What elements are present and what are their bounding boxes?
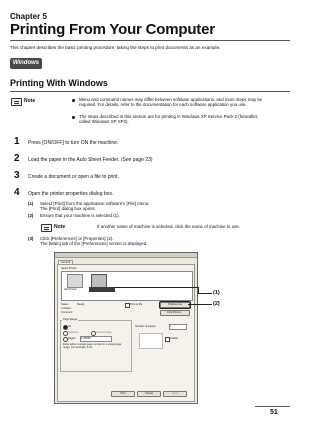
title-divider [10, 40, 290, 41]
step-text: Open the printer properties dialog box. [28, 191, 114, 197]
status-value: Ready [77, 303, 85, 306]
substep-label: (2) [28, 213, 34, 218]
callout-line-1-end [198, 293, 212, 294]
cancel-button[interactable]: Cancel [137, 391, 161, 397]
step-text: Load the paper in the Auto Sheet Feeder. (See page 23) [28, 157, 153, 163]
radio-all-label: All [68, 325, 71, 328]
substep-text: Select [Print] from the application software's [File] menu. [40, 201, 150, 206]
radio-current-page-label: Current Page [96, 331, 112, 334]
note-item: The steps described in this section are for printing in Windows XP Service Pack 2 (hereafter, called Windows XP SP2). [79, 114, 259, 125]
print-to-file-label: Print to file [130, 303, 143, 306]
bullet-icon [72, 116, 75, 119]
step-text: Create a document or open a file to print. [28, 174, 119, 180]
page-range-hint: Enter either a single page number or a single page range. For example, 5-12 [63, 343, 122, 349]
substep-text: The [Main] tab of the [Preferences] screen is displayed. [40, 241, 148, 246]
page-range-label: Page Range [63, 318, 78, 321]
note-label: Note [24, 98, 36, 104]
printer-icon[interactable] [91, 274, 107, 288]
pages-input[interactable]: 1-65535 [80, 336, 112, 342]
step-number: 3 [14, 170, 20, 181]
add-printer-label: Add Printer [64, 288, 77, 291]
status-label: Status: [61, 303, 70, 306]
print-dialog [54, 252, 198, 404]
tab-general[interactable]: General [58, 260, 73, 264]
substep-text: The [Print] dialog box opens. [40, 206, 96, 211]
note-label: Note [54, 224, 66, 230]
copies-label: Number of copies: [135, 325, 157, 328]
step-number: 1 [14, 136, 20, 147]
chapter-label: Chapter 5 [10, 12, 47, 21]
substep-text: Ensure that your machine is selected (1). [40, 213, 120, 218]
step-text: Press [ON/OFF] to turn ON the machine. [28, 140, 119, 146]
find-printer-button[interactable]: Find Printer... [160, 310, 190, 316]
substep-text: Click [Preferences] or [Properties] (2). [40, 236, 114, 241]
step-number: 2 [14, 153, 20, 164]
add-printer-icon[interactable] [67, 274, 83, 288]
apply-button[interactable]: Apply [163, 391, 187, 397]
substep-label: (3) [28, 236, 34, 241]
comment-label: Comment: [61, 311, 73, 314]
note-icon [11, 98, 22, 106]
callout-1: (1) [213, 290, 220, 296]
section-divider [10, 91, 290, 92]
radio-selection-label: Selection [68, 331, 79, 334]
page-title: Printing From Your Computer [10, 21, 215, 38]
intro-text: This chapter describes the basic printing procedure, taking the steps to print documents as an example. [10, 45, 221, 50]
preferences-button[interactable]: Preferences [160, 302, 190, 308]
location-label: Location: [61, 307, 72, 310]
section-title: Printing With Windows [10, 78, 108, 88]
footer-rule [255, 406, 290, 407]
bullet-icon [72, 99, 75, 102]
dialog-titlebar [55, 253, 197, 258]
collate-preview-icon [139, 333, 163, 349]
callout-line-2 [188, 304, 212, 305]
collate-label: Collate [170, 337, 179, 340]
note-item: Menu and command names may differ between software applications, and more steps may be required. For details, refer to the documentation for each software application you use. [79, 97, 263, 108]
page-number: 51 [270, 409, 278, 416]
callout-line-1 [114, 287, 198, 288]
select-printer-label: Select Printer [61, 267, 77, 270]
copies-input[interactable]: 1 [169, 324, 187, 330]
callout-2: (2) [213, 301, 220, 307]
selected-printer-highlight[interactable] [89, 287, 115, 292]
substep-label: (1) [28, 201, 34, 206]
radio-pages-label: Pages: [68, 337, 77, 340]
note-text: If another name of machine is selected, click the name of machine to use. [97, 224, 241, 229]
note-icon [41, 224, 52, 232]
print-button[interactable]: Print [111, 391, 135, 397]
windows-badge: Windows [10, 58, 42, 69]
step-number: 4 [14, 187, 20, 198]
